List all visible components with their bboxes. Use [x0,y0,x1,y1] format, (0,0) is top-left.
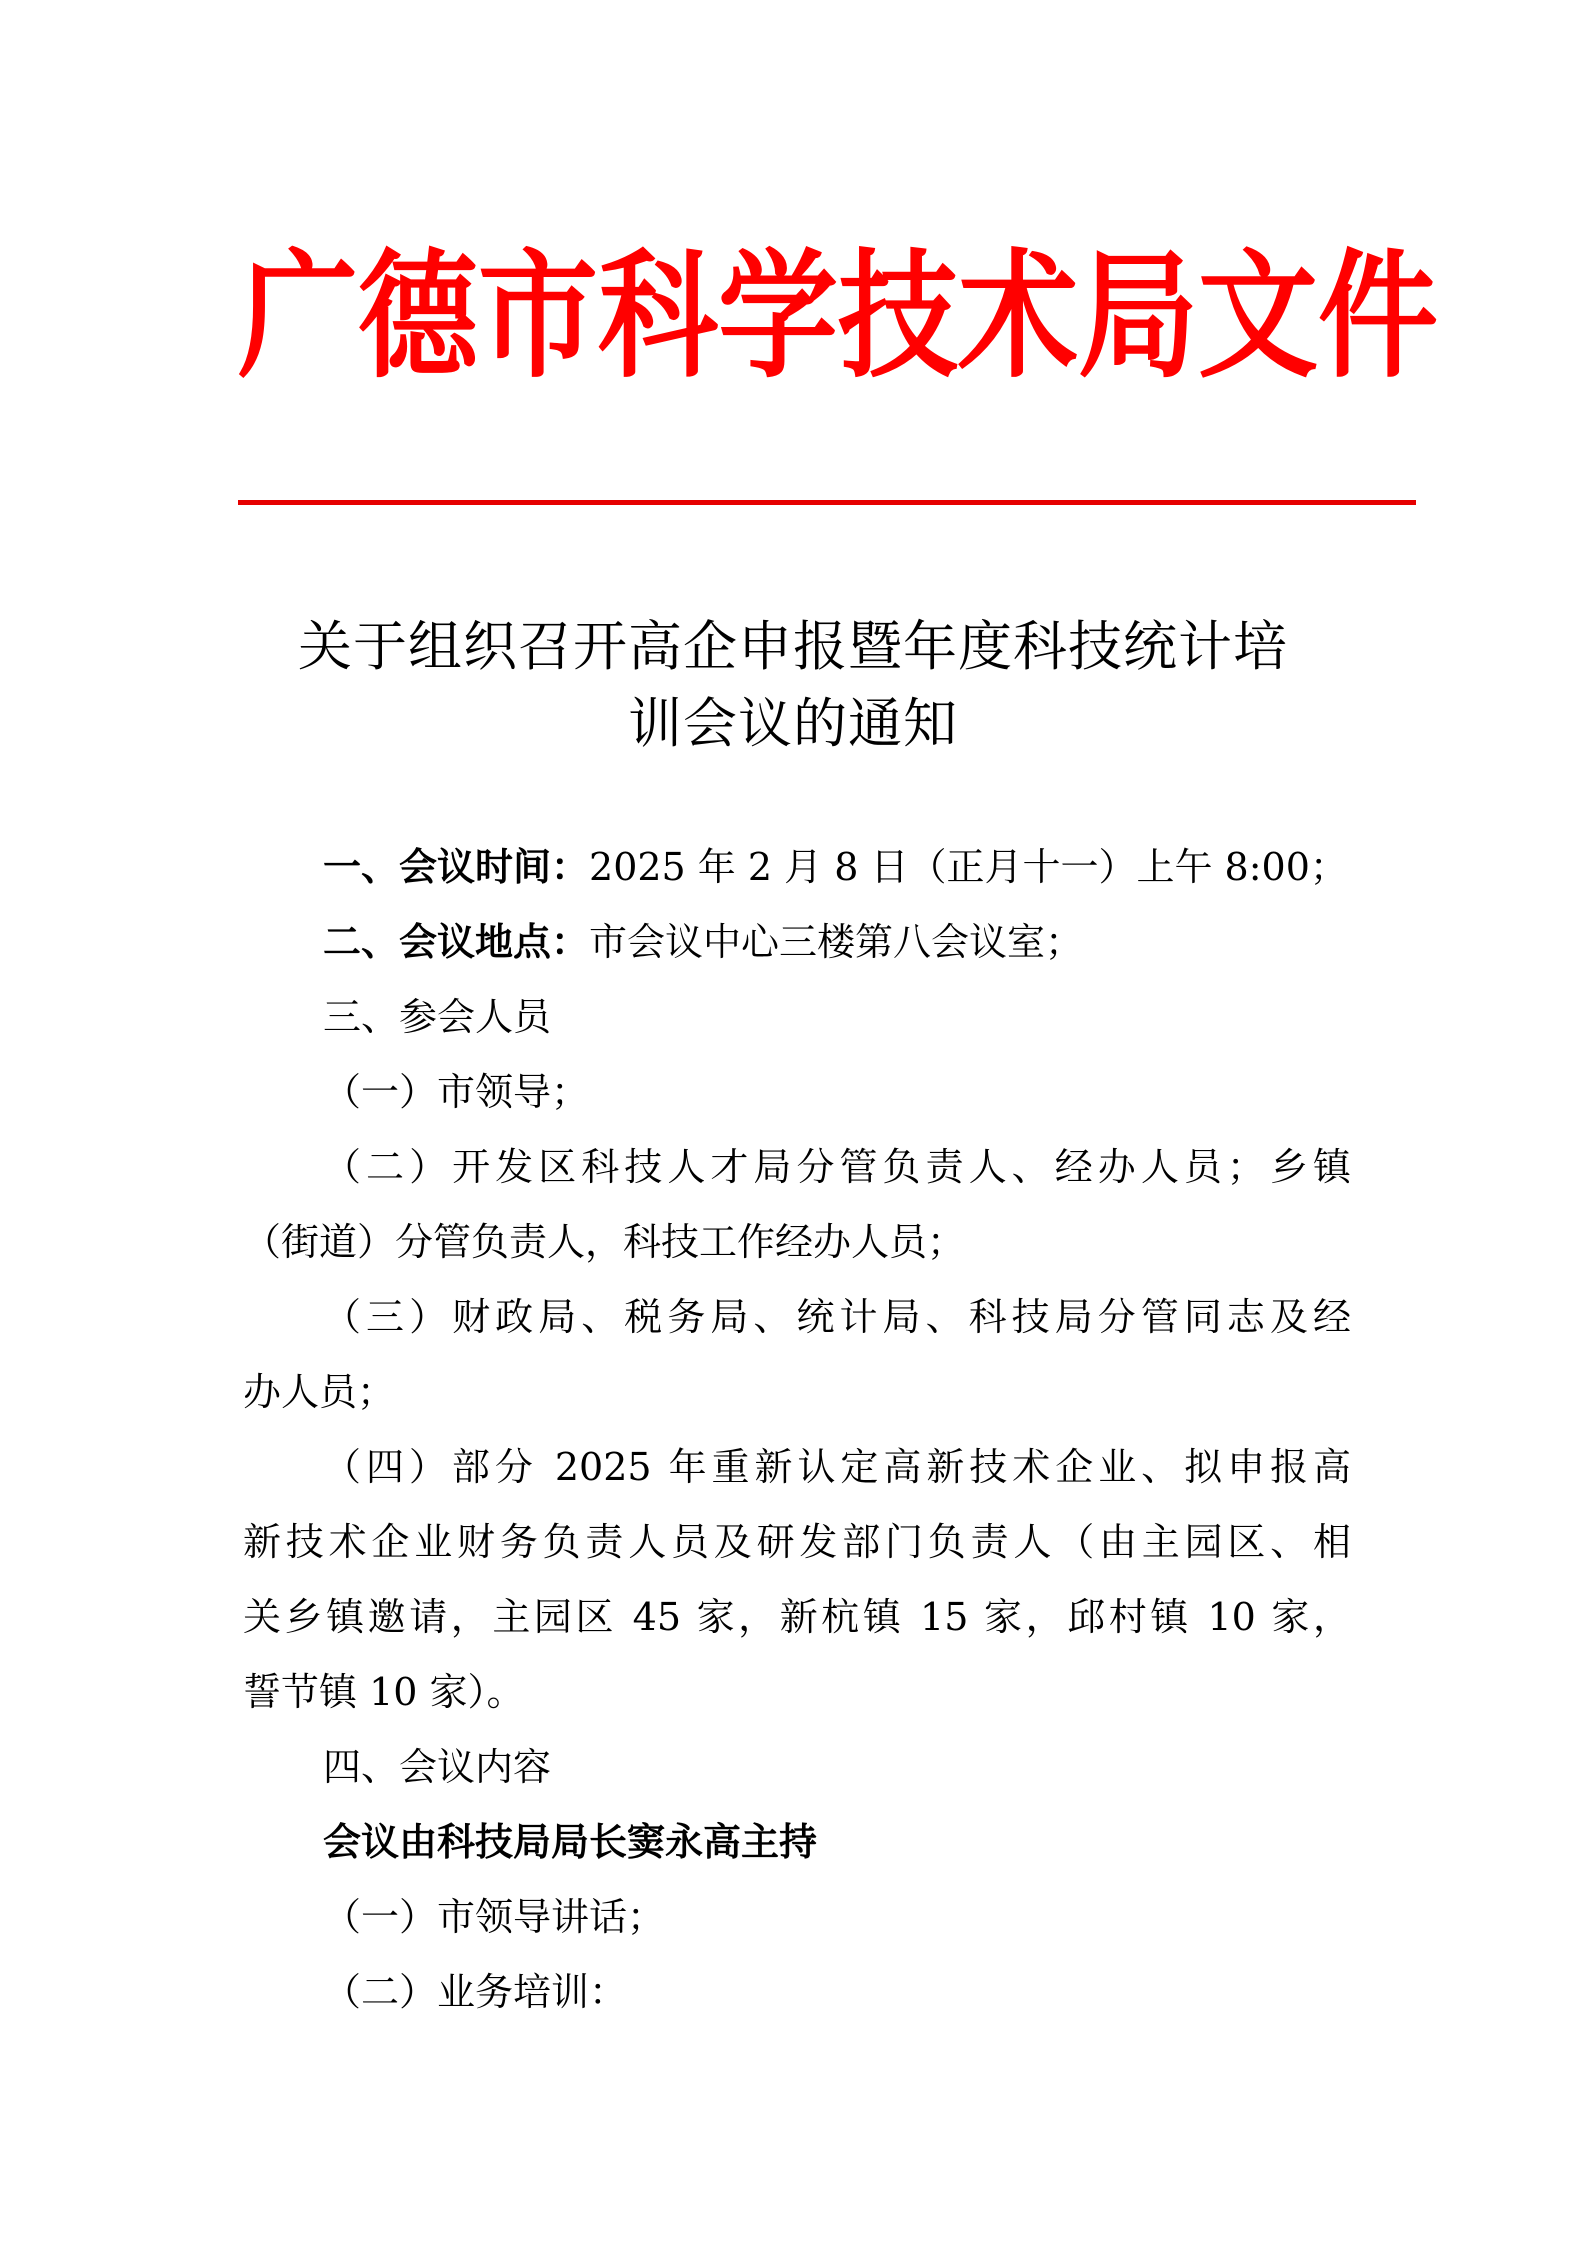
masthead-character: 件 [1318,237,1438,398]
attendee-item-3-line-1: （三）财政局、税务局、统计局、科技局分管同志及经 [323,1295,1351,1339]
attendees-heading: 三、参会人员 [323,995,552,1039]
document-masthead [238,228,1438,408]
masthead-character: 局 [1078,237,1198,398]
meeting-place-value: 市会议中心三楼第八会议室； [589,920,1084,964]
attendee-item-4-line-3: 关乡镇邀请，主园区 45 家，新杭镇 15 家，邱村镇 10 家， [243,1595,1351,1639]
masthead-character: 文 [1198,237,1318,398]
meeting-host-line: 会议由科技局局长窦永高主持 [323,1819,818,1864]
notice-title-line-2: 训会议的通知 [628,692,958,755]
content-item-2: （二）业务培训： [323,1970,628,2014]
meeting-time-label: 一、会议时间： [323,845,590,889]
attendee-item-4-line-1: （四）部分 2025 年重新认定高新技术企业、拟申报高 [323,1445,1351,1489]
masthead-character: 术 [958,237,1078,398]
attendee-item-3-line-2: 办人员； [243,1370,396,1414]
masthead-character: 技 [838,237,958,398]
content-item-1: （一）市领导讲话； [323,1895,666,1939]
notice-title-line-1: 关于组织召开高企申报暨年度科技统计培 [298,615,1288,678]
attendee-item-1: （一）市领导； [323,1070,590,1114]
masthead-character: 市 [478,237,598,398]
attendee-item-2-line-1: （二）开发区科技人才局分管负责人、经办人员；乡镇 [323,1145,1351,1189]
meeting-place-label: 二、会议地点： [323,920,590,964]
attendee-item-2-line-2: （街道）分管负责人，科技工作经办人员； [243,1220,966,1264]
attendee-item-4-line-2: 新技术企业财务负责人员及研发部门负责人（由主园区、相 [243,1520,1351,1564]
meeting-time-paragraph [243,845,1351,889]
masthead-character: 德 [358,237,478,398]
attendee-item-4-line-4: 誓节镇 10 家）。 [243,1670,525,1714]
masthead-character: 广 [238,237,358,398]
red-separator-line [238,500,1416,505]
masthead-character: 学 [718,237,838,398]
content-heading: 四、会议内容 [323,1745,552,1789]
meeting-time-value: 2025 年 2 月 8 日（正月十一）上午 8:00； [589,845,1348,889]
meeting-place-paragraph [243,920,1351,964]
masthead-character: 科 [598,237,718,398]
